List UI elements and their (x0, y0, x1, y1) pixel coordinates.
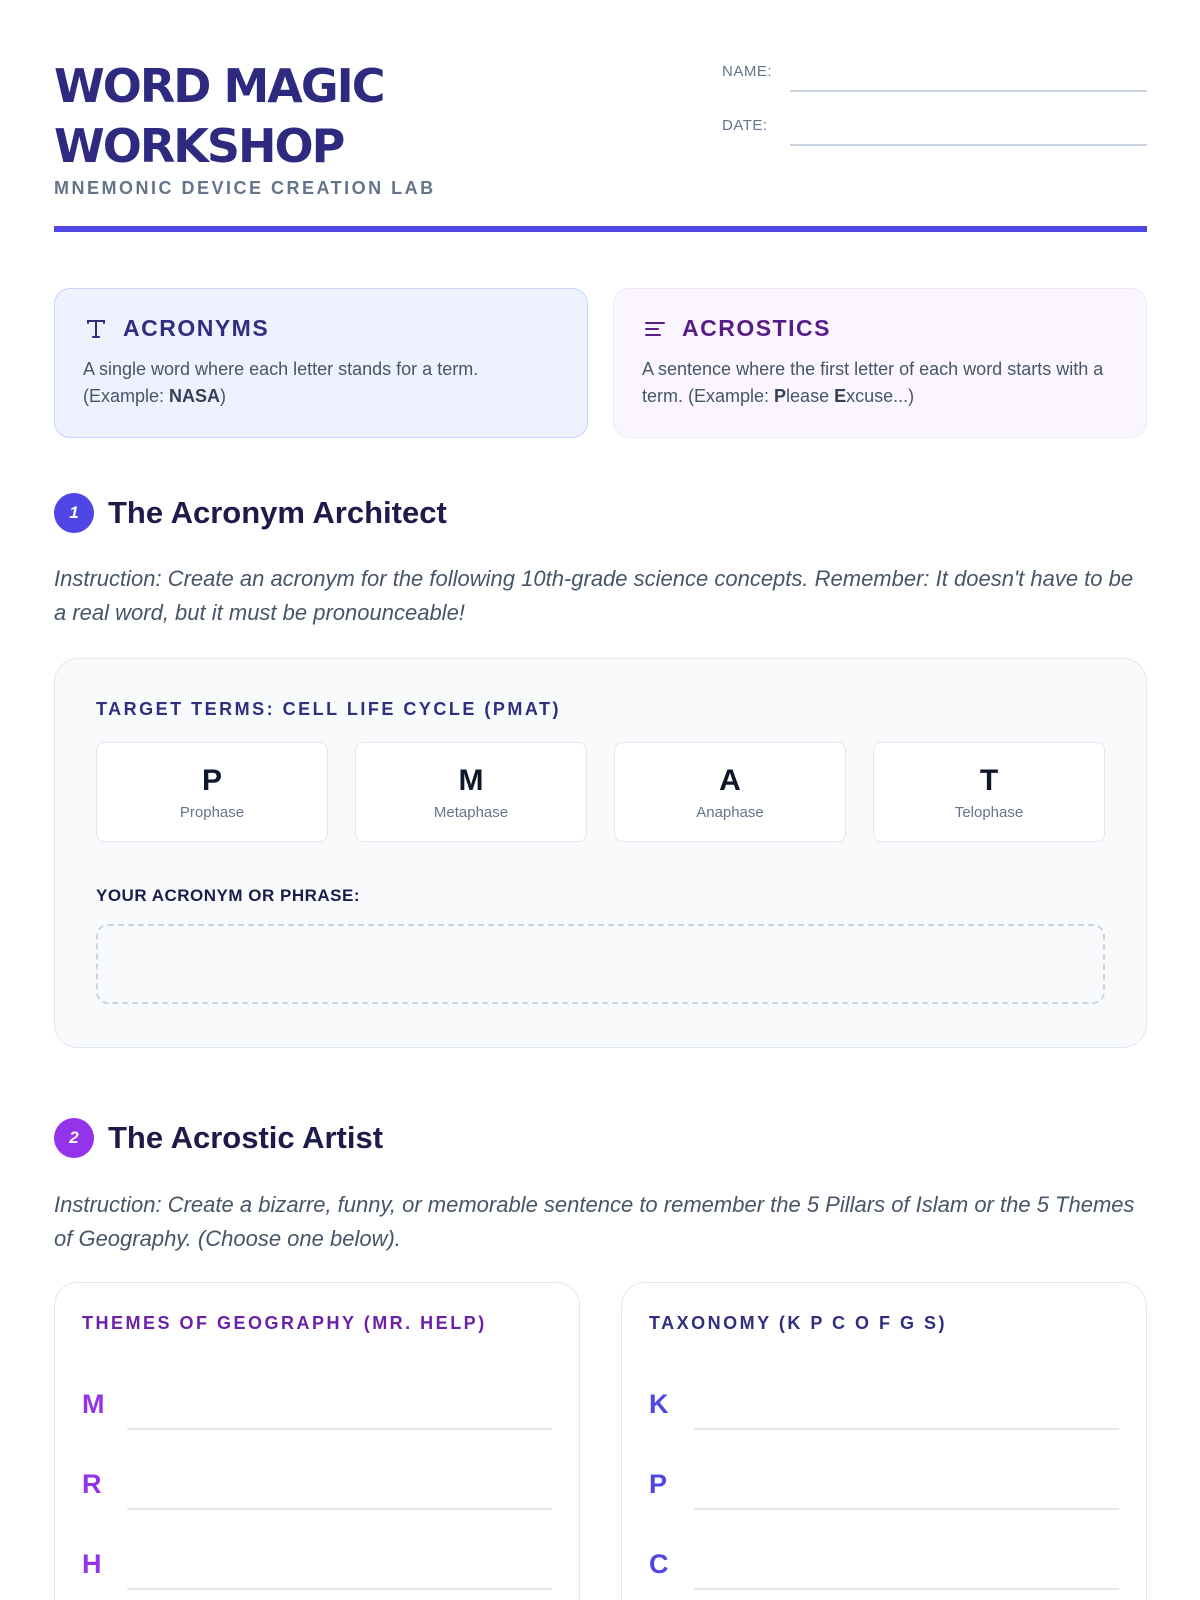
acrostic-row (82, 1430, 552, 1510)
term-name: Prophase (179, 803, 245, 821)
acrostic-letter: P (649, 1469, 668, 1499)
acrostic-row (649, 1350, 1119, 1430)
acronym-workspace (54, 658, 1147, 1048)
term-tile (614, 742, 846, 842)
section-1-title: The Acronym Architect (108, 495, 447, 530)
geography-acrostic-box (54, 1282, 580, 1600)
header (54, 0, 1147, 236)
acrostic-letter: R (82, 1469, 102, 1499)
term-letter: M (458, 763, 484, 797)
name-field[interactable] (722, 56, 1147, 92)
section-1-instruction: Instruction: Create an acronym for the following 10th-grade science concepts. Remember: It doesn't have to be a real word, but it must be pronounceable! (54, 566, 1134, 625)
page-subtitle: MNEMONIC DEVICE CREATION LAB (54, 178, 436, 198)
term-letter: A (719, 763, 741, 797)
acrostic-input-line[interactable] (127, 1380, 552, 1430)
acrostic-letter: M (82, 1389, 105, 1419)
acronyms-example: NASA (169, 386, 221, 406)
taxonomy-acrostic-box (621, 1282, 1147, 1600)
date-input-line[interactable] (790, 110, 1147, 146)
acronyms-description: A single word where each letter stands for a term. (Example: NASA) (83, 359, 479, 406)
acrostic-row (649, 1430, 1119, 1510)
acrostics-title: ACROSTICS (682, 315, 831, 341)
title-line-1: WORD MAGIC (54, 59, 384, 113)
date-label: DATE: (722, 117, 768, 134)
acrostic-row (649, 1510, 1119, 1590)
page-title (54, 56, 383, 176)
acrostic-letter: K (649, 1389, 669, 1419)
term-tile (873, 742, 1105, 842)
term-tile (355, 742, 587, 842)
date-field[interactable] (722, 110, 1147, 146)
definition-cards (54, 288, 1147, 438)
section-1-number: 1 (54, 493, 94, 533)
answer-label: YOUR ACRONYM OR PHRASE: (96, 886, 360, 905)
header-divider (54, 226, 1147, 232)
acrostic-input-line[interactable] (127, 1460, 552, 1510)
section-2-heading (54, 1118, 383, 1158)
term-name: Metaphase (433, 803, 509, 821)
type-icon (83, 316, 109, 342)
section-2-title: The Acrostic Artist (108, 1120, 384, 1155)
acronym-answer-input[interactable] (96, 924, 1105, 1004)
taxonomy-label: TAXONOMY (K P C O F G S) (649, 1313, 948, 1333)
section-2-number: 2 (54, 1118, 94, 1158)
term-tiles (96, 742, 1105, 842)
acrostic-row (82, 1510, 552, 1590)
geography-label: THEMES OF GEOGRAPHY (MR. HELP) (82, 1313, 487, 1333)
term-name: Anaphase (696, 803, 764, 821)
acrostics-description: A sentence where the first letter of each word starts with a term. (Example: Please Excuse...) (642, 359, 1104, 406)
acrostic-input-line[interactable] (694, 1380, 1119, 1430)
section-1-heading (54, 493, 447, 533)
acronyms-title: ACRONYMS (123, 315, 270, 341)
acronyms-card (54, 288, 588, 438)
name-label: NAME: (722, 63, 773, 80)
term-letter: T (979, 763, 999, 797)
lines-icon (642, 316, 668, 342)
term-tile (96, 742, 328, 842)
target-terms-label: TARGET TERMS: CELL LIFE CYCLE (PMAT) (96, 699, 561, 719)
section-2-instruction: Instruction: Create a bizarre, funny, or memorable sentence to remember the 5 Pillars of Islam or the 5 Themes of Geography. (Choose one below). (54, 1192, 1135, 1251)
term-letter: P (201, 763, 222, 797)
acrostic-input-line[interactable] (127, 1540, 552, 1590)
acrostic-input-line[interactable] (694, 1460, 1119, 1510)
acrostic-input-line[interactable] (694, 1540, 1119, 1590)
acrostic-letter: H (82, 1549, 102, 1579)
acrostic-row (82, 1350, 552, 1430)
title-line-2: WORKSHOP (54, 119, 344, 173)
term-name: Telophase (954, 803, 1024, 821)
name-input-line[interactable] (790, 56, 1147, 92)
acrostics-card (613, 288, 1147, 438)
acrostic-letter: C (649, 1549, 669, 1579)
worksheet-page (54, 0, 1147, 1579)
